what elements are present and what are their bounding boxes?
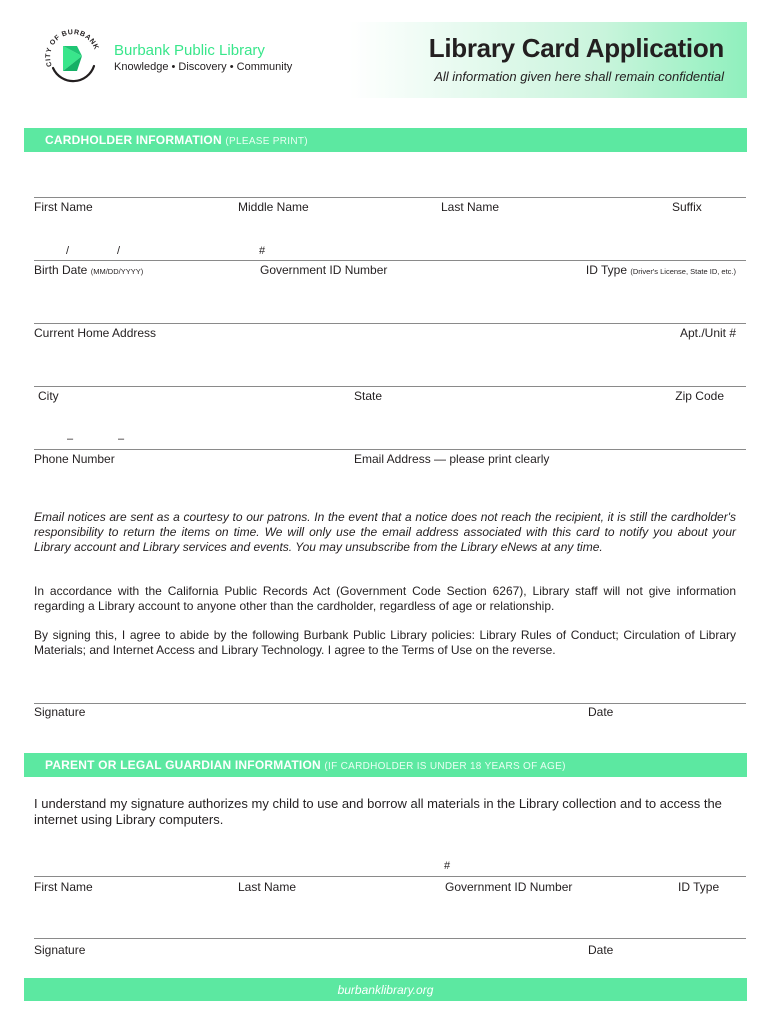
- middle-name-label: Middle Name: [238, 200, 309, 214]
- name-field-line[interactable]: [34, 197, 746, 198]
- guardian-last-name-label: Last Name: [238, 880, 297, 894]
- email-label: Email Address — please print clearly: [354, 452, 550, 466]
- birth-date-label: [34, 263, 143, 277]
- guardian-section-bar: [24, 753, 747, 777]
- records-act-notice: In accordance with the California Public Records Act (Government Code Section 6267), Library staff will not give information regarding a Library account to anyone other than the cardholder, regardless of age or relationship.: [34, 584, 736, 613]
- phone-label: Phone Number: [34, 452, 115, 466]
- guardian-date-label: Date: [588, 943, 614, 957]
- city-field-line[interactable]: [34, 386, 746, 387]
- tagline: Knowledge • Discovery • Community: [114, 61, 293, 73]
- id-type-note: (Driver's License, State ID, etc.): [630, 267, 736, 276]
- state-label: State: [354, 389, 383, 403]
- birth-date-slash: /: [117, 245, 121, 257]
- city-of-burbank-logo: [44, 28, 102, 86]
- id-type-text: ID Type: [585, 263, 628, 277]
- city-label: City: [38, 389, 59, 403]
- suffix-label: Suffix: [672, 200, 702, 214]
- guardian-gov-id-label: Government ID Number: [445, 880, 573, 894]
- last-name-label: Last Name: [441, 200, 500, 214]
- home-address-label: Current Home Address: [34, 326, 157, 340]
- org-name: Burbank Public Library: [114, 42, 265, 59]
- cardholder-section-title: CARDHOLDER INFORMATION: [45, 133, 222, 147]
- signature-field-line[interactable]: [34, 703, 746, 704]
- guardian-section-note: (IF CARDHOLDER IS UNDER 18 YEARS OF AGE): [324, 761, 566, 772]
- date-label: Date: [588, 705, 614, 719]
- phone-email-field-line[interactable]: [34, 449, 746, 450]
- apt-unit-label: Apt./Unit #: [679, 326, 736, 340]
- guardian-signature-label: Signature: [34, 943, 86, 957]
- guardian-first-name-label: First Name: [34, 880, 93, 894]
- guardian-signature-field-line[interactable]: [34, 938, 746, 939]
- zip-code-label: Zip Code: [675, 389, 724, 403]
- phone-dash: –: [67, 433, 74, 445]
- guardian-name-field-line[interactable]: [34, 876, 746, 877]
- footer-bar: [24, 978, 747, 1001]
- phone-dash: –: [118, 433, 125, 445]
- birth-id-field-line[interactable]: [34, 260, 746, 261]
- email-notice: Email notices are sent as a courtesy to our patrons. In the event that a notice does not reach the recipient, it is still the cardholder's responsibility to return the items on time. We will only use the email address associated with this card to notify you about your Library account and Library services and events. You may unsubscribe from the Library eNews at any time.: [34, 510, 736, 554]
- svg-text:CITY OF BURBANK: CITY OF BURBANK: [45, 29, 100, 68]
- signature-label: Signature: [34, 705, 86, 719]
- page-subtitle: All information given here shall remain confidential: [434, 69, 724, 84]
- guardian-gov-id-hash: #: [444, 860, 451, 872]
- first-name-label: First Name: [34, 200, 93, 214]
- address-field-line[interactable]: [34, 323, 746, 324]
- cardholder-section-note: (PLEASE PRINT): [225, 136, 308, 147]
- gov-id-hash: #: [259, 245, 266, 257]
- birth-date-slash: /: [66, 245, 70, 257]
- policy-agreement: By signing this, I agree to abide by the following Burbank Public Library policies: Library Rules of Conduct; Circulation of Library Materials; and Internet Access and Library Technology. I agree to the Terms of Use on the reverse.: [34, 628, 736, 657]
- id-type-label: [586, 263, 736, 277]
- page-title: Library Card Application: [428, 33, 724, 63]
- guardian-statement: I understand my signature authorizes my child to use and borrow all materials in the Library collection and to access the internet using Library computers.: [34, 796, 722, 827]
- website-link[interactable]: burbanklibrary.org: [337, 983, 434, 997]
- gov-id-label: Government ID Number: [260, 263, 388, 277]
- guardian-section-title: PARENT OR LEGAL GUARDIAN INFORMATION: [45, 758, 321, 772]
- guardian-id-type-label: ID Type: [678, 880, 720, 894]
- birth-date-format: (MM/DD/YYYY): [90, 267, 144, 276]
- cardholder-section-bar: [24, 128, 747, 152]
- birth-date-text: Birth Date: [34, 263, 88, 277]
